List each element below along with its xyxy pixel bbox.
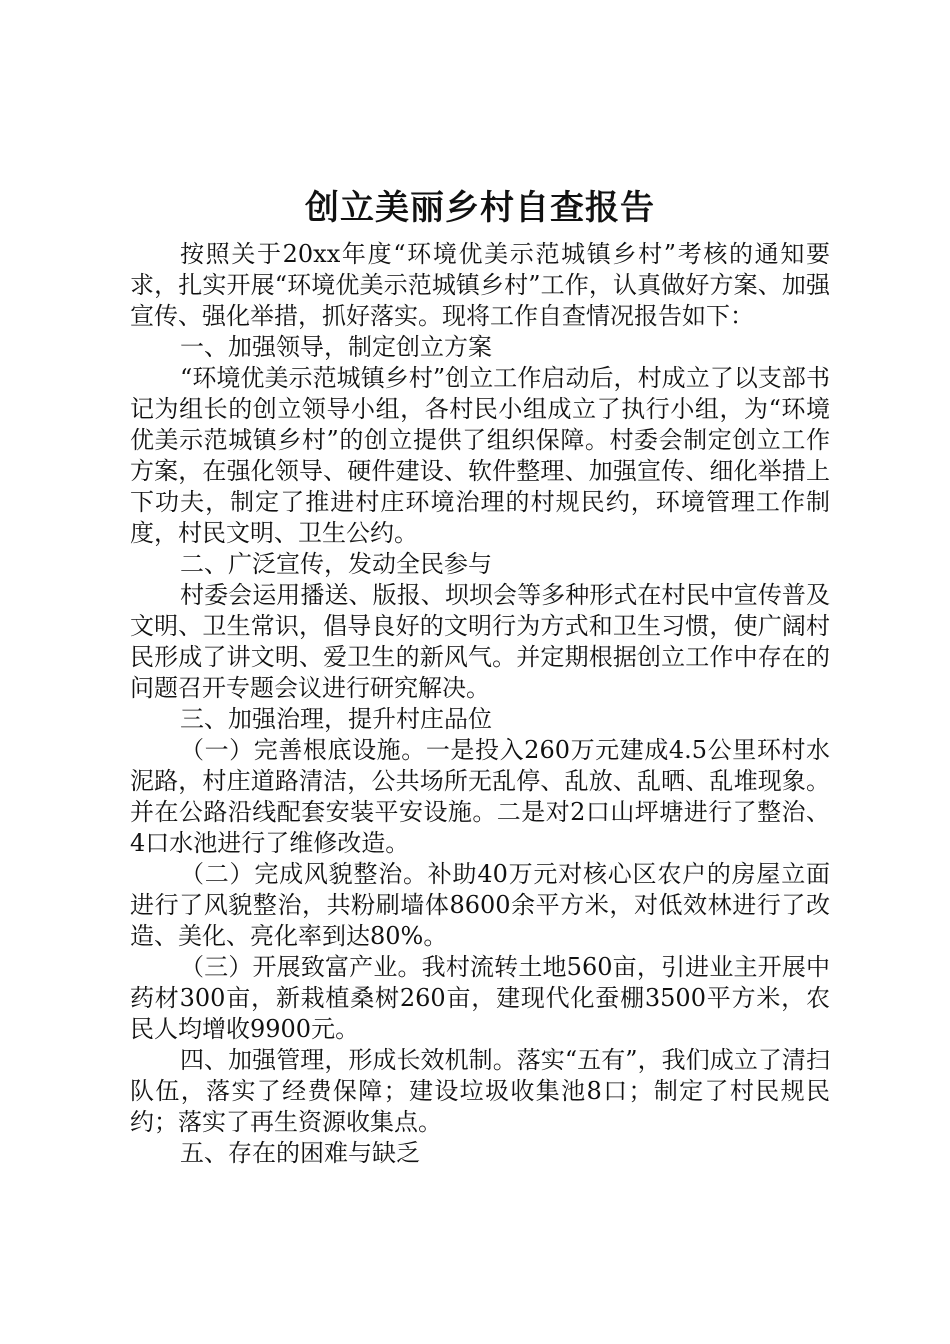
document-title: 创立美丽乡村自查报告 [305,188,655,228]
subsection-3-2: （二）完成风貌整治。补助40万元对核心区农户的房屋立面进行了风貌整治，共粉刷墙体8600余平方米，对低效林进行了改造、美化、亮化率到达80%。 [130,860,830,950]
subsection-3-1: （一）完善根底设施。一是投入260万元建成4.5公里环村水泥路，村庄道路清洁，公共场所无乱停、乱放、乱晒、乱堆现象。并在公路沿线配套安装平安设施。二是对2口山坪塘进行了整治、4口水池进行了维修改造。 [130,736,830,857]
section-heading-5: 五、存在的困难与缺乏 [180,1139,420,1167]
section-1-body: “环境优美示范城镇乡村”创立工作启动后，村成立了以支部书记为组长的创立领导小组，各村民小组成立了执行小组，为“环境优美示范城镇乡村”的创立提供了组织保障。村委会制定创立工作方案，在强化领导、硬件建设、软件整理、加强宣传、细化举措上下功夫，制定了推进村庄环境治理的村规民约，环境管理工作制度，村民文明、卫生公约。 [130,364,830,547]
section-4-body: 四、加强管理，形成长效机制。落实“五有”，我们成立了清扫队伍，落实了经费保障；建设垃圾收集池8口；制定了村民规民约；落实了再生资源收集点。 [130,1046,830,1136]
section-heading-3: 三、加强治理，提升村庄品位 [180,705,492,733]
intro-paragraph: 按照关于20xx年度“环境优美示范城镇乡村”考核的通知要求，扎实开展“环境优美示范城镇乡村”工作，认真做好方案、加强宣传、强化举措，抓好落实。现将工作自查情况报告如下： [130,240,830,330]
section-2-body: 村委会运用播送、版报、坝坝会等多种形式在村民中宣传普及文明、卫生常识，倡导良好的文明行为方式和卫生习惯，使广阔村民形成了讲文明、爱卫生的新风气。并定期根据创立工作中存在的问题召开专题会议进行研究解决。 [130,581,830,702]
subsection-3-3: （三）开展致富产业。我村流转土地560亩，引进业主开展中药材300亩，新栽植桑树260亩，建现代化蚕棚3500平方米，农民人均增收9900元。 [130,953,830,1043]
section-heading-1: 一、加强领导，制定创立方案 [180,333,492,361]
document-page [130,183,830,1169]
section-heading-2: 二、广泛宣传，发动全民参与 [180,550,492,578]
